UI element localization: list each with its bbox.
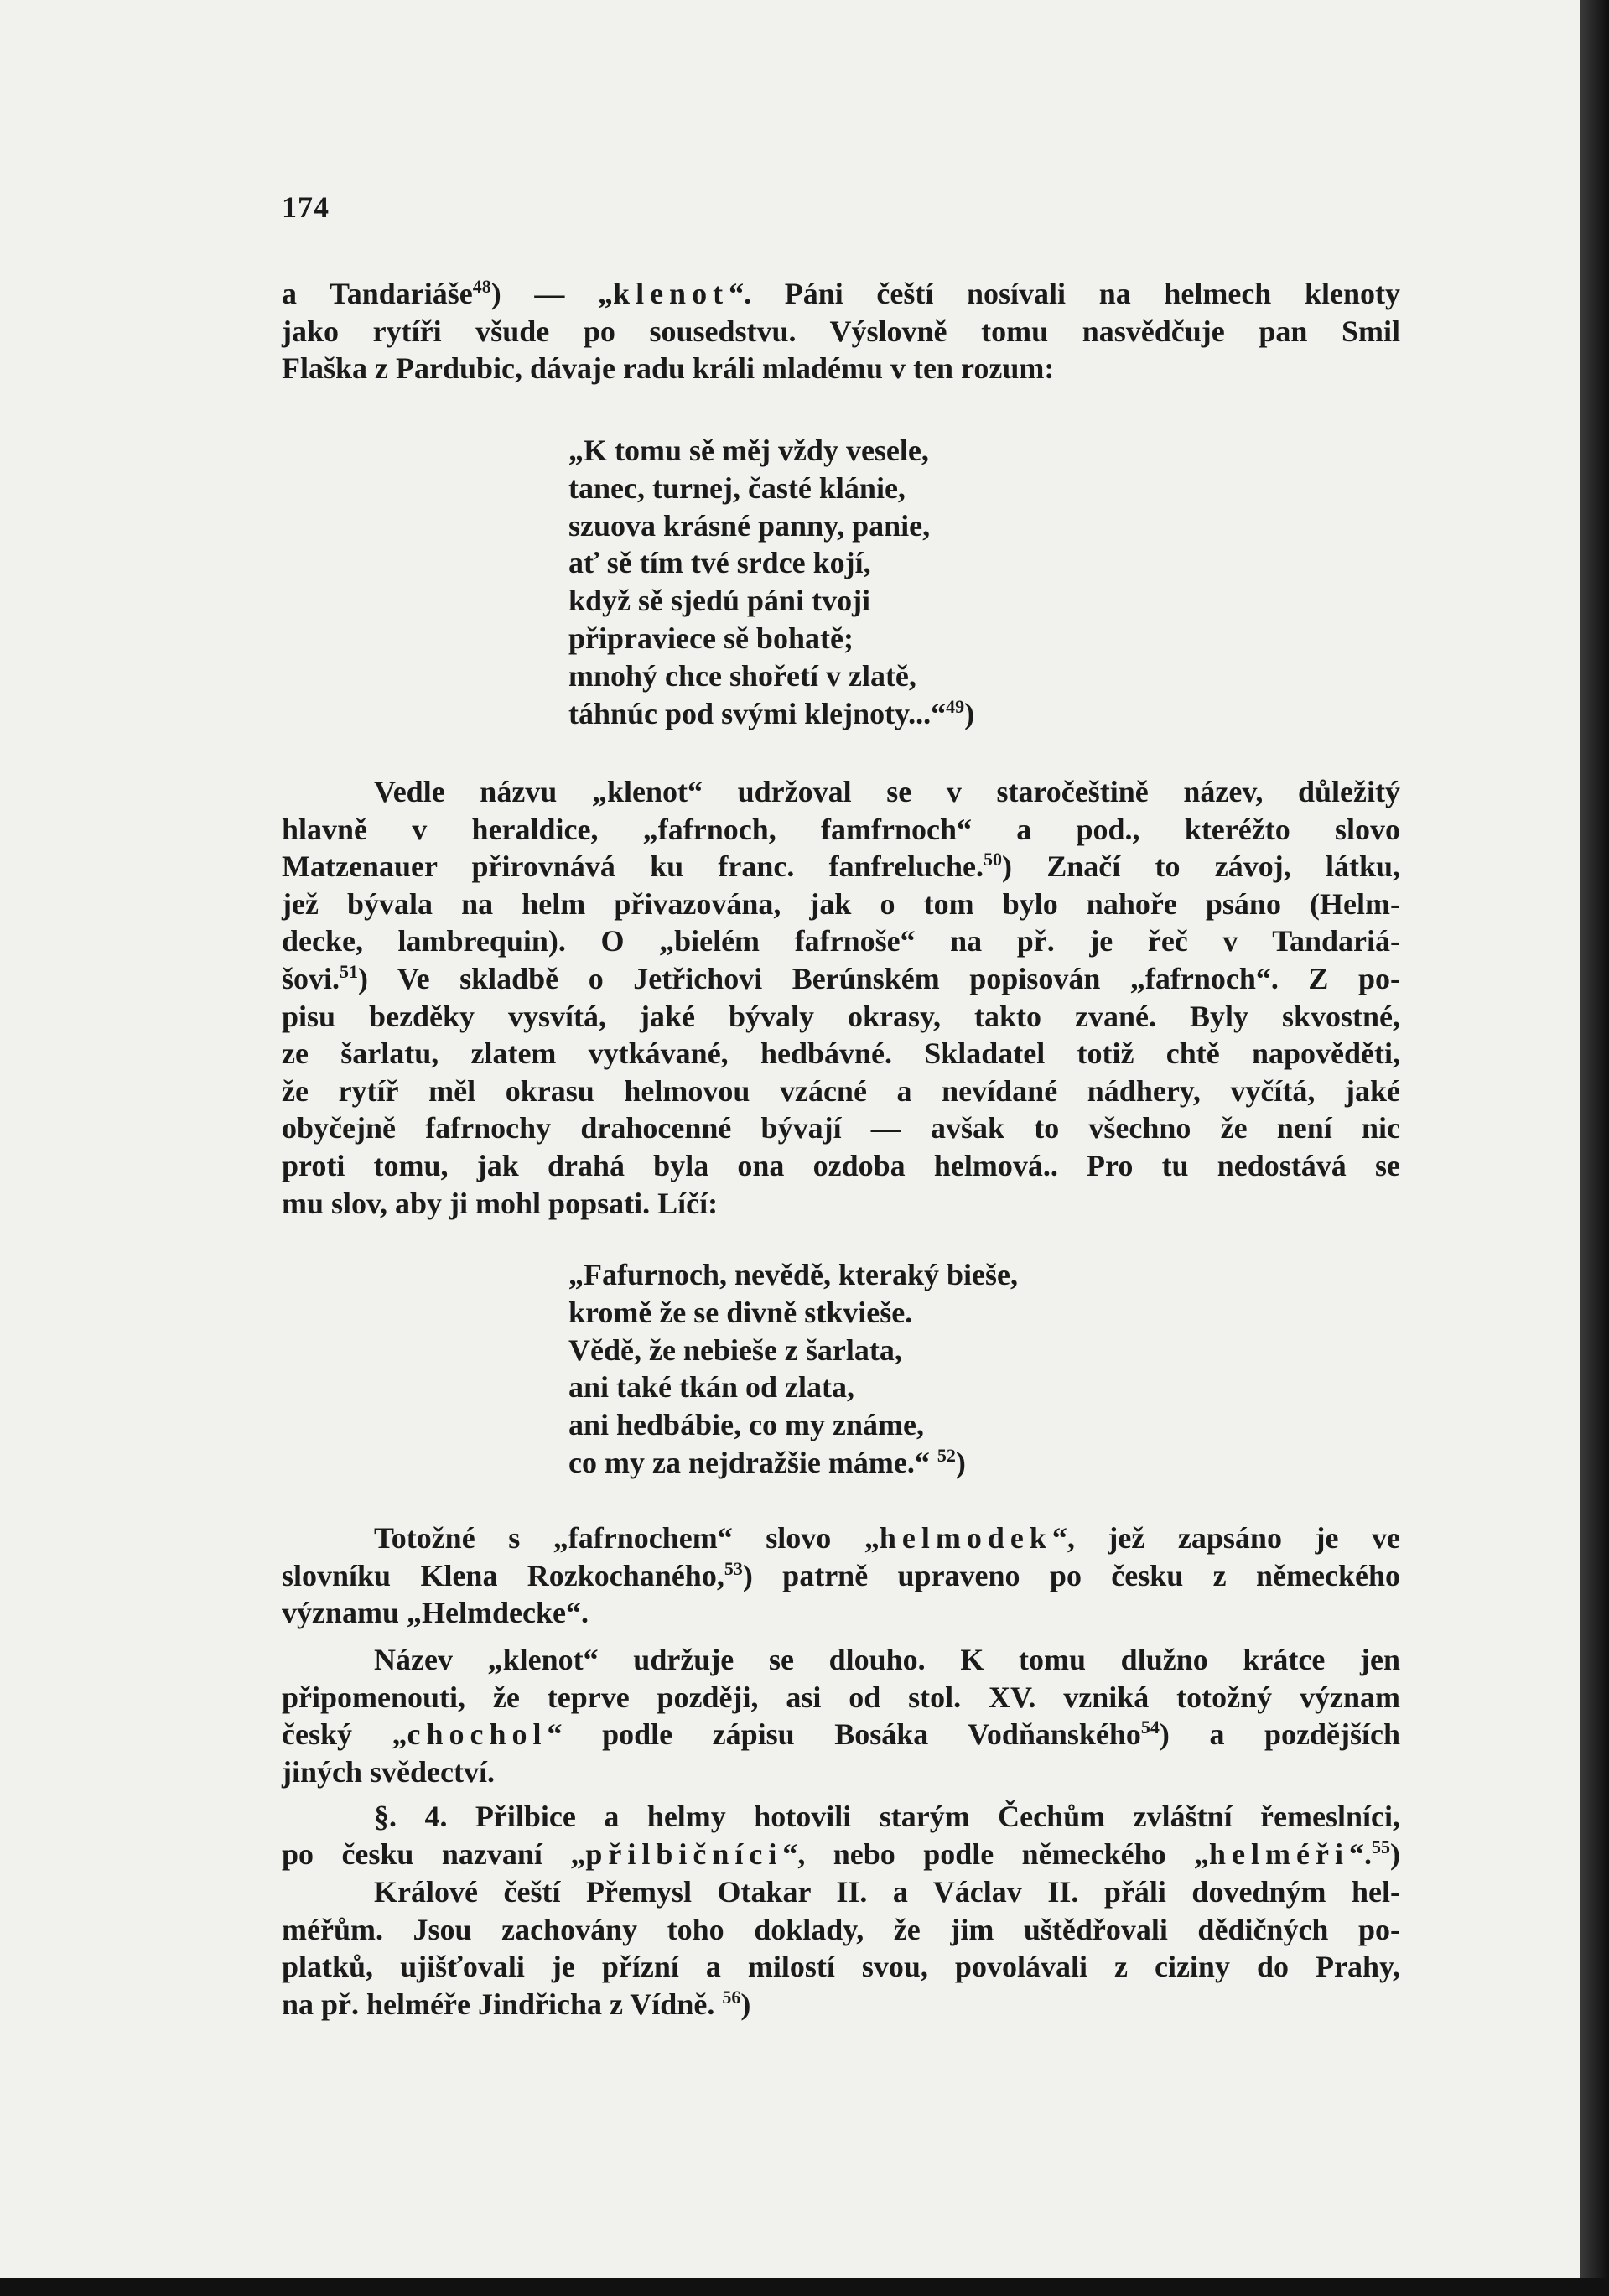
text-line: §. 4. Přilbice a helmy hotovili starým Čechům zvláštní řemeslníci, xyxy=(374,1800,1400,1833)
text-line: významu „Helmdecke“. xyxy=(282,1596,589,1630)
verse-line: mnohý chce shořetí v zlatě, xyxy=(568,658,916,693)
verse-line: tanec, turnej, časté klánie, xyxy=(568,470,906,505)
scan-edge-shadow xyxy=(1580,0,1609,2296)
footnote-ref: 55 xyxy=(1372,1836,1390,1857)
footnote-ref: 48 xyxy=(472,276,491,297)
text-line: šovi.$^{51}$) Ve skladbě o Jetřichovi Berúnském popisován „fafrnoch“. Z po- xyxy=(282,960,1400,995)
footnote-ref: 51 xyxy=(340,960,359,982)
text-line: po česku nazvaní „přilbičníci“, nebo podle německého „helméři“.$^{55}$) xyxy=(282,1836,1400,1871)
text-line: pisu bezděky vysvítá, jaké bývaly okrasy, takto zvané. Byly skvostné, xyxy=(282,999,1400,1033)
footnote-ref: 56 xyxy=(722,1986,741,2008)
footnote-ref: 54 xyxy=(1140,1717,1160,1738)
text-line: na př. helméře Jindřicha z Vídně. $^{56}$) xyxy=(282,1986,751,2021)
text-line: jež bývala na helm přivazována, jak o tom bylo nahoře psáno (Helm- xyxy=(282,886,1400,921)
paragraph-helmodek xyxy=(282,1519,1400,1632)
verse-line: ani také tkán od zlata, xyxy=(568,1370,855,1405)
verse-smil-flaska xyxy=(568,432,974,732)
verse-line: kromě že se divně stkvieše. xyxy=(568,1295,913,1329)
verse-line: ani hedbábie, co my známe, xyxy=(568,1408,925,1442)
text-line: slovníku Klena Rozkochaného,$^{53}$) patrně upraveno po česku z německého xyxy=(282,1557,1400,1592)
text-line: proti tomu, jak drahá byla ona ozdoba helmová.. Pro tu nedostává se xyxy=(282,1148,1400,1182)
verse-line: szuova krásné panny, panie, xyxy=(568,508,931,543)
text-line: ze šarlatu, zlatem vytkávané, hedbávné. Skladatel totiž chtě napověděti, xyxy=(282,1036,1400,1071)
paragraph-kings xyxy=(282,1873,1400,2023)
text-line: jiných svědectví. xyxy=(282,1754,495,1789)
footnote-ref: 52 xyxy=(937,1444,956,1466)
verse-line: ať sě tím tvé srdce kojí, xyxy=(568,546,871,580)
paragraph-fafrnoch xyxy=(282,773,1400,1222)
text-line: mu slov, aby ji mohl popsati. Líčí: xyxy=(282,1186,719,1220)
verse-line: „Fafurnoch, nevědě, kteraký bieše, xyxy=(568,1258,1018,1291)
text-line: český „chochol“ podle zápisu Bosáka Vodňanského$^{54}$) a pozdějších xyxy=(282,1717,1400,1752)
text-line: hlavně v heraldice, „fafrnoch, famfrnoch“ a pod., kteréžto slovo xyxy=(282,812,1400,846)
verse-line: Vědě, že nebieše z šarlata, xyxy=(568,1332,902,1367)
text-line: že rytíř měl okrasu helmovou vzácné a nevídané nádhery, vyčítá, jaké xyxy=(282,1073,1400,1108)
footnote-ref: 53 xyxy=(724,1557,743,1579)
text-line: Vedle názvu „klenot“ udržoval se v staročeštině název, důležitý xyxy=(374,775,1400,808)
text-line: Matzenauer přirovnává ku franc. fanfreluche.$^{50}$) Značí to závoj, látku, xyxy=(282,849,1400,884)
footnote-ref: 50 xyxy=(983,849,1002,870)
paragraph-section-4 xyxy=(282,1798,1400,1873)
text-line: méřům. Jsou zachovány toho doklady, že jim uštědřovali dědičných po- xyxy=(282,1912,1400,1946)
text-line: Králové čeští Přemysl Otakar II. a Václav II. přáli dovedným hel- xyxy=(374,1875,1400,1909)
text-line: jako rytíři všude po sousedstvu. Výslovně tomu nasvědčuje pan Smil xyxy=(282,314,1400,348)
text-line: Totožné s „fafrnochem“ slovo „helmodek“, jež zapsáno je ve xyxy=(374,1521,1401,1555)
footnote-ref: 49 xyxy=(946,695,965,717)
verse-line: připraviece sě bohatě; xyxy=(568,621,854,655)
verse-line: co my za nejdražšie máme.“ $^{52}$) xyxy=(568,1444,966,1479)
page-number: 174 xyxy=(282,190,330,224)
text-line: připomenouti, že teprve později, asi od stol. XV. vzniká totožný význam xyxy=(282,1680,1400,1714)
text-line: a Tandariáše$^{48}$) — „klenot“. Páni čeští nosívali na helmech klenoty xyxy=(282,276,1400,310)
paragraph-chochol xyxy=(282,1641,1400,1790)
paragraph-klenot-intro xyxy=(282,275,1400,387)
verse-line: „K tomu sě měj vždy vesele, xyxy=(568,434,929,467)
text-line: decke, lambrequin). O „bielém fafrnoše“ na př. je řeč v Tandariá- xyxy=(282,924,1400,958)
scan-edge-bottom xyxy=(0,2278,1609,2296)
text-line: obyčejně fafrnochy drahocenné bývají — avšak to všechno že není nic xyxy=(282,1111,1400,1145)
text-line: Flaška z Pardubic, dávaje radu králi mladému v ten rozum: xyxy=(282,351,1055,386)
verse-fafurnoch xyxy=(568,1256,1018,1482)
text-line: platků, ujišťovali je přízní a milostí svou, povolávali z ciziny do Prahy, xyxy=(282,1950,1400,1984)
verse-line: když sě sjedú páni tvoji xyxy=(568,584,871,618)
text-line: Název „klenot“ udržuje se dlouho. K tomu dlužno krátce jen xyxy=(374,1643,1400,1676)
verse-line: táhnúc pod svými klejnoty...“$^{49}$) xyxy=(568,695,975,730)
